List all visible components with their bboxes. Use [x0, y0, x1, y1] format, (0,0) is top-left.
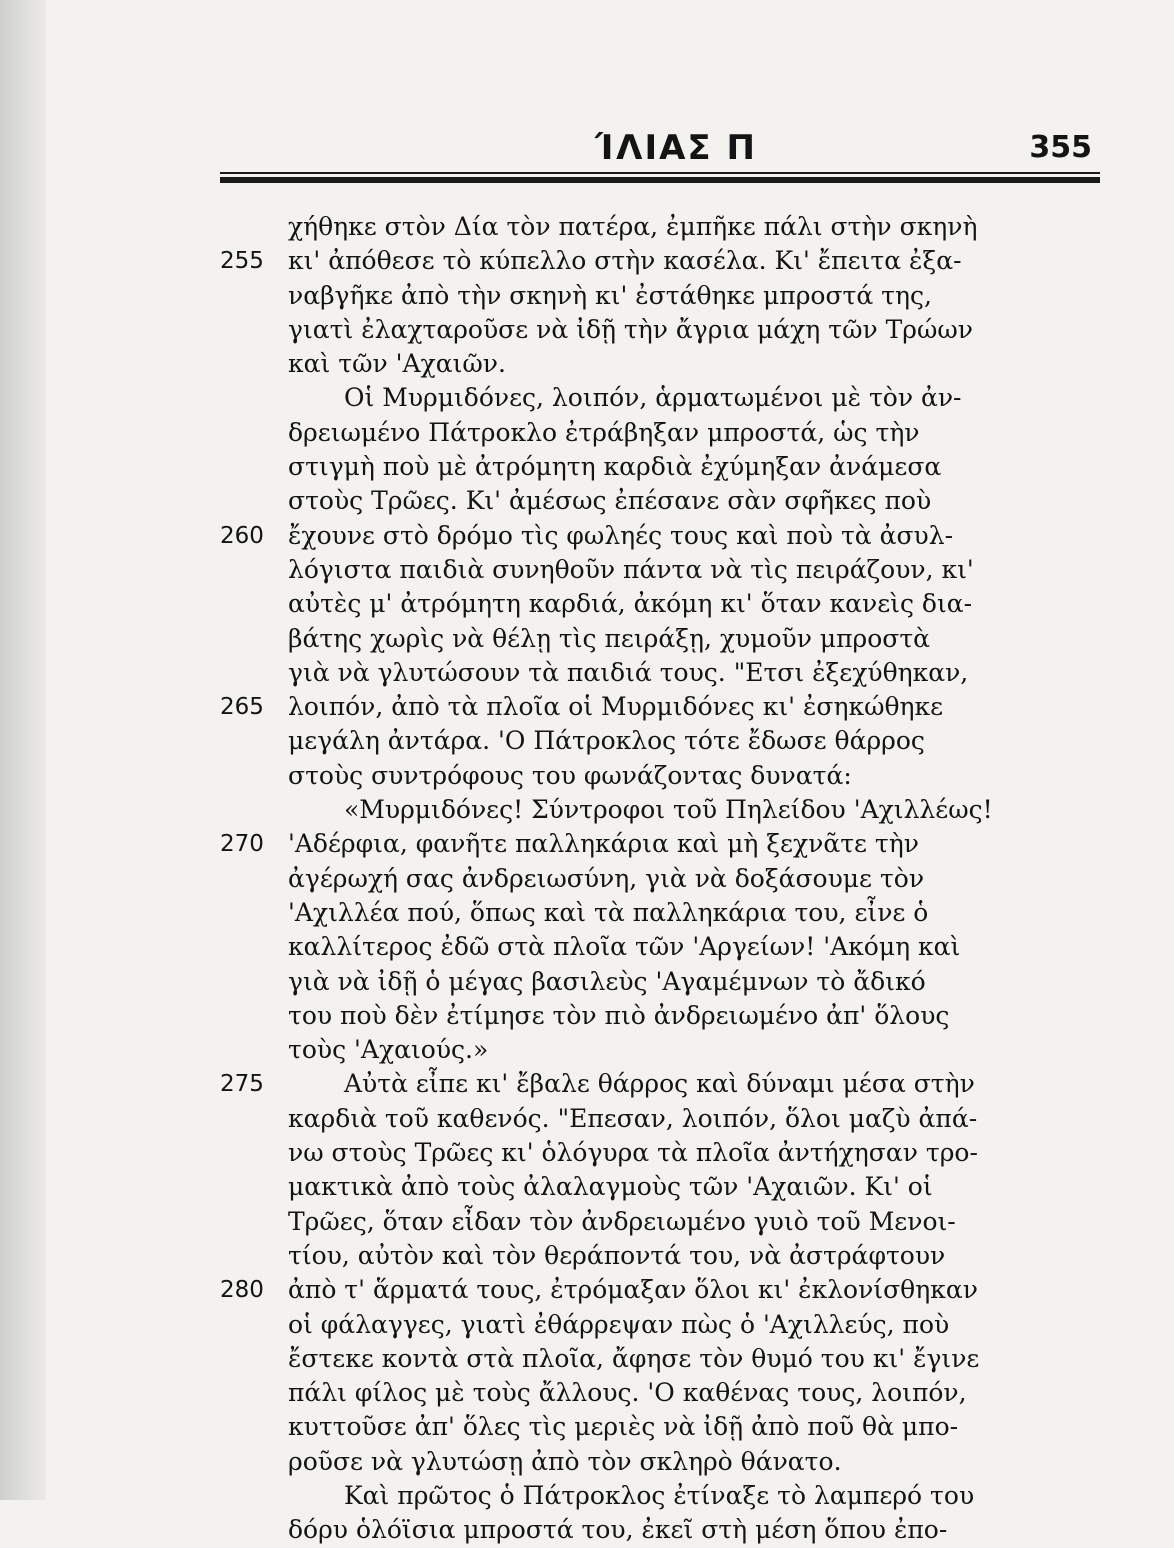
text-line [220, 1239, 1120, 1273]
text-line [220, 1205, 1120, 1239]
text-line [220, 724, 1120, 758]
line-number: 265 [220, 694, 264, 721]
line-text: γιὰ νὰ γλυτώσουν τὰ παιδιά τους. "Ετσι ἐξεχύθηκαν, [288, 657, 969, 687]
text-line [220, 1136, 1120, 1170]
line-text: ἀγέρωχή σας ἀνδρειωσύνη, γιὰ νὰ δοξάσουμε τὸν [288, 863, 925, 893]
text-line [220, 999, 1120, 1033]
text-line [220, 965, 1120, 999]
line-text: τοὺς 'Αχαιούς.» [288, 1035, 489, 1065]
line-text: οἱ φάλαγγες, γιατὶ ἐθάρρεψαν πὼς ὁ 'Αχιλλεύς, ποὺ [288, 1309, 950, 1339]
line-text: δόρυ ὁλόϊσια μπροστά του, ἐκεῖ στὴ μέση ὅπου ἐπο- [288, 1515, 948, 1545]
text-line [220, 1410, 1120, 1444]
page-edge-shadow [0, 0, 46, 1500]
text-line [220, 1170, 1120, 1204]
line-text: ροῦσε νὰ γλυτώσῃ ἀπὸ τὸν σκληρὸ θάνατο. [288, 1446, 842, 1476]
text-line [220, 587, 1120, 621]
line-text: στοὺς συντρόφους του φωνάζοντας δυνατά: [288, 760, 852, 790]
page-number: 355 [1029, 130, 1092, 165]
line-text: γιατὶ ἐλαχταροῦσε νὰ ἰδῇ τὴν ἄγρια μάχη τῶν Τρώων [288, 314, 973, 344]
line-text: καὶ τῶν 'Αχαιῶν. [288, 349, 506, 379]
text-line [220, 1513, 1120, 1547]
header-rule-thick [220, 177, 1100, 183]
line-text: βάτης χωρὶς νὰ θέλῃ τὶς πειράξῃ, χυμοῦν μπροστὰ [288, 623, 931, 653]
header-rule-thin [220, 172, 1100, 174]
header-rule [220, 172, 1100, 186]
text-line [220, 896, 1120, 930]
line-text: ἔχουνε στὸ δρόμο τὶς φωληές τους καὶ ποὺ τὰ ἀσυλ- [288, 520, 954, 550]
line-text: 'Αχιλλέα πού, ὅπως καὶ τὰ παλληκάρια του, εἶνε ὁ [288, 897, 929, 927]
line-text: μακτικὰ ἀπὸ τοὺς ἀλαλαγμοὺς τῶν 'Αχαιῶν. Κι' οἱ [288, 1172, 933, 1202]
text-line [220, 1445, 1120, 1479]
line-text: λοιπόν, ἀπὸ τὰ πλοῖα οἱ Μυρμιδόνες κι' ἐσηκώθηκε [288, 692, 944, 722]
text-line [220, 450, 1120, 484]
text-line [220, 1273, 1120, 1307]
line-text: καρδιὰ τοῦ καθενός. "Επεσαν, λοιπόν, ὅλοι μαζὺ ἀπά- [288, 1103, 978, 1133]
text-line [220, 1342, 1120, 1376]
line-text: ἔστεκε κοντὰ στὰ πλοῖα, ἄφησε τὸν θυμό του κι' ἔγινε [288, 1343, 980, 1373]
line-text: κι' ἀπόθεσε τὸ κύπελλο στὴν κασέλα. Κι' ἔπειτα ἐξα- [288, 246, 962, 276]
line-text: αὐτὲς μ' ἀτρόμητη καρδιά, ἀκόμη κι' ὅταν κανεὶς δια- [288, 589, 973, 619]
text-line [220, 862, 1120, 896]
text-line [220, 519, 1120, 553]
text-line [220, 416, 1120, 450]
line-text: 'Αδέρφια, φανῆτε παλληκάρια καὶ μὴ ξεχνᾶτε τὴν [288, 829, 919, 859]
line-text: «Μυρμιδόνες! Σύντροφοι τοῦ Πηλείδου 'Αχιλλέως! [344, 795, 993, 825]
text-line [220, 313, 1120, 347]
text-line [220, 553, 1120, 587]
text-line [220, 1067, 1120, 1101]
line-number: 275 [220, 1071, 264, 1098]
line-text: δρειωμένο Πάτροκλο ἐτράβηξαν μπροστά, ὡς τὴν [288, 417, 920, 447]
text-line [220, 759, 1120, 793]
running-title: ΊΛΙΑΣ Π [595, 128, 757, 168]
line-text: Καὶ πρῶτος ὁ Πάτροκλος ἐτίναξε τὸ λαμπερό του [344, 1480, 975, 1510]
line-text: πάλι φίλος μὲ τοὺς ἄλλους. 'Ο καθένας τους, λοιπόν, [288, 1378, 967, 1408]
text-line [220, 1376, 1120, 1410]
text-line [220, 622, 1120, 656]
text-line [220, 793, 1120, 827]
line-text: ἀπὸ τ' ἅρματά τους, ἐτρόμαξαν ὅλοι κι' ἐκλονίσθηκαν [288, 1275, 978, 1305]
text-line [220, 1479, 1120, 1513]
line-text: χήθηκε στὸν Δία τὸν πατέρα, ἐμπῆκε πάλι στὴν σκηνὴ [288, 212, 978, 241]
text-line [220, 244, 1120, 278]
line-number: 270 [220, 831, 264, 858]
text-line [220, 279, 1120, 313]
line-text: κυττοῦσε ἀπ' ὅλες τὶς μεριὲς νὰ ἰδῇ ἀπὸ ποῦ θὰ μπο- [288, 1412, 959, 1442]
text-line [220, 930, 1120, 964]
text-line [220, 827, 1120, 861]
text-line [220, 381, 1120, 415]
line-text: νω στοὺς Τρῶες κι' ὁλόγυρα τὰ πλοῖα ἀντήχησαν τρο- [288, 1138, 978, 1168]
line-text: στιγμὴ ποὺ μὲ ἀτρόμητη καρδιὰ ἐχύμηξαν ἀνάμεσα [288, 452, 942, 482]
text-line [220, 484, 1120, 518]
line-text: λόγιστα παιδιὰ συνηθοῦν πάντα νὰ τὶς πειράζουν, κι' [288, 554, 974, 584]
line-number: 260 [220, 522, 264, 549]
text-line [220, 210, 1120, 244]
text-line [220, 1033, 1120, 1067]
line-text: τίου, αὐτὸν καὶ τὸν θεράποντά του, νὰ ἀστράφτουν [288, 1240, 946, 1270]
line-text: ναβγῆκε ἀπὸ τὴν σκηνὴ κι' ἐστάθηκε μπροστά της, [288, 280, 932, 310]
line-number: 280 [220, 1277, 264, 1304]
page-header [220, 128, 1100, 168]
line-text: στοὺς Τρῶες. Κι' ἀμέσως ἐπέσανε σὰν σφῆκες ποὺ [288, 486, 932, 516]
line-text: καλλίτερος ἐδῶ στὰ πλοῖα τῶν 'Αργείων! 'Ακόμη καὶ [288, 932, 961, 962]
text-line [220, 656, 1120, 690]
text-line [220, 1102, 1120, 1136]
text-line [220, 347, 1120, 381]
line-text: γιὰ νὰ ἰδῇ ὁ μέγας βασιλεὺς 'Αγαμέμνων τὸ ἄδικό [288, 966, 926, 996]
line-text: μεγάλη ἀντάρα. 'Ο Πάτροκλος τότε ἔδωσε θάρρος [288, 726, 925, 756]
line-text: Οἱ Μυρμιδόνες, λοιπόν, ἁρματωμένοι μὲ τὸν ἀν- [344, 383, 962, 413]
line-text: Αὐτὰ εἶπε κι' ἔβαλε θάρρος καὶ δύναμι μέσα στὴν [344, 1069, 975, 1099]
text-line [220, 690, 1120, 724]
body-text [220, 210, 1120, 1548]
line-text: του ποὺ δὲν ἐτίμησε τὸν πιὸ ἀνδρειωμένο ἀπ' ὅλους [288, 1000, 950, 1030]
line-number: 255 [220, 248, 264, 275]
line-text: Τρῶες, ὅταν εἶδαν τὸν ἀνδρειωμένο γυιὸ τοῦ Μενοι- [288, 1206, 956, 1236]
text-line [220, 1308, 1120, 1342]
